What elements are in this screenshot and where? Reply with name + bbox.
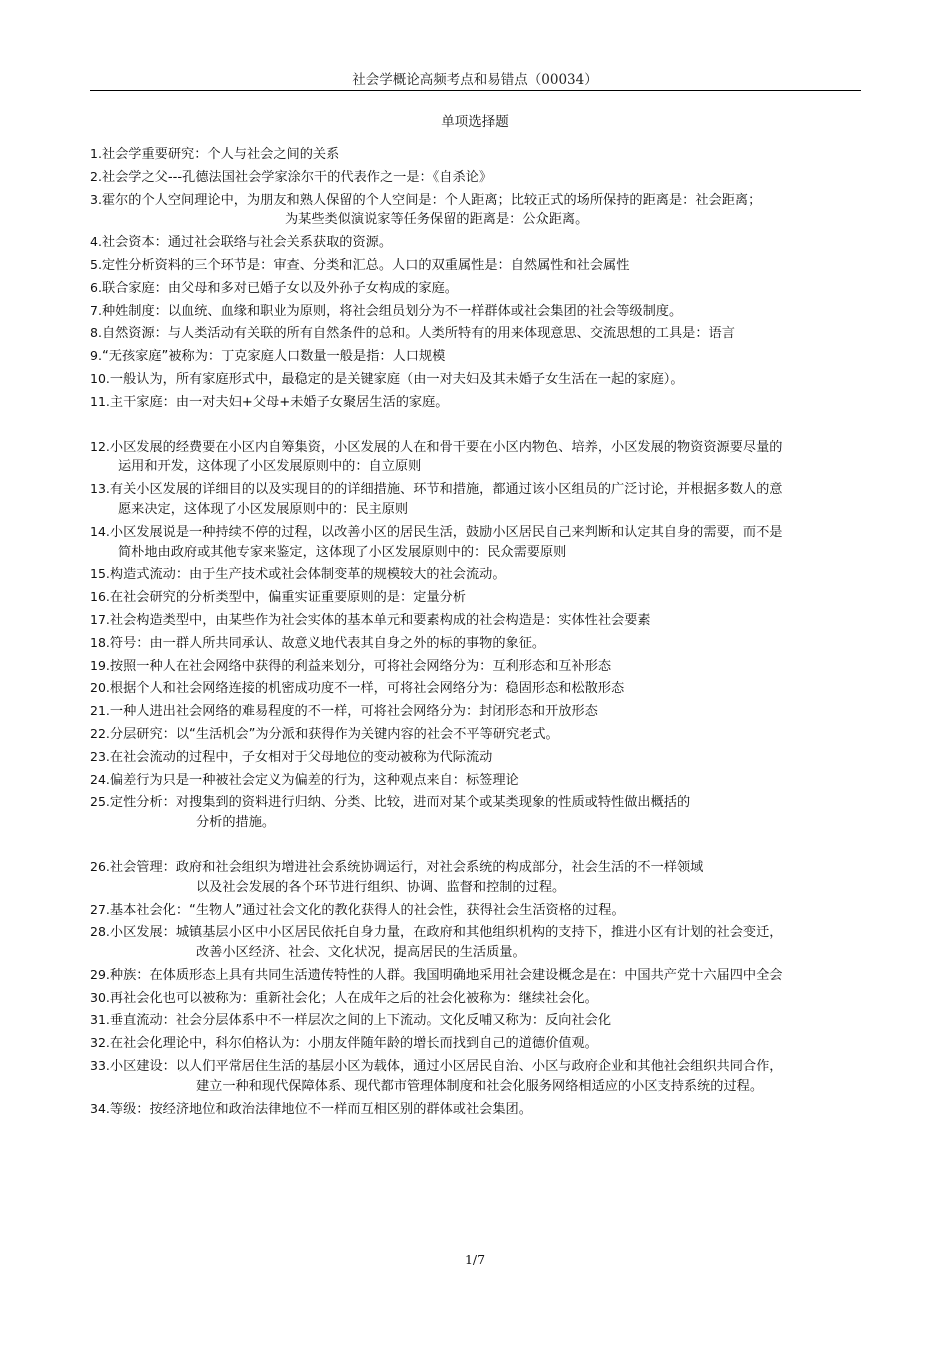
list-item	[90, 370, 930, 390]
item-text: 主干家庭：由一对夫妇+父母+未婚子女聚居生活的家庭。	[109, 394, 449, 410]
list-item	[90, 523, 930, 563]
item-number: 30.	[90, 989, 110, 1005]
list-item	[90, 1011, 930, 1031]
item-text: “无孩家庭”被称为：丁克家庭人口数量一般是指：人口规模	[101, 349, 446, 365]
question-list	[90, 145, 930, 1122]
list-item	[90, 611, 930, 631]
list-item	[90, 438, 930, 478]
paragraph-gap	[90, 416, 930, 438]
item-number: 3.	[90, 191, 102, 207]
list-item	[90, 324, 930, 344]
item-number: 31.	[90, 1012, 110, 1028]
item-text: 基本社会化：“生物人”通过社会文化的教化获得人的社会性，获得社会生活资格的过程。	[109, 902, 625, 918]
item-number: 25.	[90, 794, 110, 810]
list-item	[90, 393, 930, 413]
list-item	[90, 1034, 930, 1054]
item-number: 33.	[90, 1058, 110, 1074]
item-number: 2.	[90, 168, 102, 184]
item-number: 7.	[90, 302, 102, 318]
item-number: 5.	[90, 256, 102, 272]
page-header-title: 社会学概论高频考点和易错点（00034）	[352, 72, 598, 88]
item-number: 9.	[90, 348, 102, 364]
item-continuation: 改善小区经济、社会、文化状况，提高居民的生活质量。	[196, 945, 526, 961]
item-continuation: 运用和开发，这体现了小区发展原则中的：自立原则	[118, 459, 422, 475]
list-item	[90, 923, 930, 963]
item-number: 21.	[90, 703, 110, 719]
item-number: 6.	[90, 279, 102, 295]
list-item	[90, 302, 930, 322]
item-number: 13.	[90, 481, 110, 497]
item-text: 定性分析资料的三个环节是：审查、分类和汇总。人口的双重属性是：自然属性和社会属性	[101, 257, 630, 273]
list-item	[90, 858, 930, 898]
item-text: 有关小区发展的详细目的以及实现目的的详细措施、环节和措施，都通过该小区组员的广泛讨论，并根据多数人的意	[109, 482, 783, 498]
item-number: 15.	[90, 566, 110, 582]
item-text: 小区建设：以人们平常居住生活的基层小区为载体，通过小区居民自治、小区与政府企业和其他社会组织共同合作，	[109, 1059, 783, 1075]
item-number: 34.	[90, 1100, 110, 1116]
header-rule	[90, 90, 861, 91]
item-number: 14.	[90, 523, 110, 539]
list-item	[90, 565, 930, 585]
list-item	[90, 634, 930, 654]
item-text: 自然资源：与人类活动有关联的所有自然条件的总和。人类所特有的用来体现意思、交流思想的工具是：语言	[101, 326, 735, 342]
item-number: 17.	[90, 611, 110, 627]
item-number: 32.	[90, 1035, 110, 1051]
list-item	[90, 771, 930, 791]
item-number: 29.	[90, 966, 110, 982]
item-number: 12.	[90, 438, 110, 454]
item-number: 1.	[90, 146, 102, 161]
item-number: 22.	[90, 725, 110, 741]
item-number: 28.	[90, 924, 110, 940]
item-text: 社会资本：通过社会联络与社会关系获取的资源。	[101, 235, 393, 251]
item-number: 27.	[90, 901, 110, 917]
item-continuation: 愿来决定，这体现了小区发展原则中的：民主原则	[118, 501, 409, 517]
list-item	[90, 1100, 930, 1120]
item-text: 在社会研究的分析类型中，偏重实证重要原则的是：定量分析	[109, 590, 466, 606]
item-number: 26.	[90, 858, 110, 874]
item-number: 10.	[90, 370, 110, 386]
list-item	[90, 748, 930, 768]
list-item	[90, 233, 930, 253]
paragraph-gap	[90, 836, 930, 858]
item-text: 按照一种人在社会网络中获得的利益来划分，可将社会网络分为：互利形态和互补形态	[109, 658, 612, 674]
item-number: 20.	[90, 680, 110, 696]
item-continuation: 简朴地由政府或其他专家来鉴定，这体现了小区发展原则中的：民众需要原则	[118, 544, 567, 560]
item-text: 等级：按经济地位和政治法律地位不一样而互相区别的群体或社会集团。	[109, 1101, 532, 1117]
item-text: 在社会化理论中，科尔伯格认为：小朋友伴随年龄的增长而找到自己的道德价值观。	[109, 1036, 598, 1052]
item-continuation: 建立一种和现代保障体系、现代都市管理体制度和社会化服务网络相适应的小区支持系统的过程。	[196, 1078, 764, 1094]
list-item	[90, 480, 930, 520]
item-text: 根据个人和社会网络连接的机密成功度不一样，可将社会网络分为：稳固形态和松散形态	[109, 681, 625, 697]
list-item	[90, 901, 930, 921]
item-continuation: 为某些类似演说家等任务保留的距离是：公众距离。	[285, 212, 589, 228]
item-text: 一种人进出社会网络的难易程度的不一样，可将社会网络分为：封闭形态和开放形态	[109, 704, 598, 720]
item-text: 霍尔的个人空间理论中，为朋友和熟人保留的个人空间是：个人距离；比较正式的场所保持的距离是：社会距离；	[101, 192, 762, 208]
item-text: 小区发展：城镇基层小区中小区居民依托自身力量，在政府和其他组织机构的支持下，推进小区有计划的社会变迁，	[109, 925, 783, 941]
item-text: 定性分析：对搜集到的资料进行归纳、分类、比较，进而对某个或某类现象的性质或特性做出概括的	[109, 795, 691, 811]
list-item	[90, 145, 930, 165]
item-text: 分层研究：以“生活机会”为分派和获得作为关键内容的社会不平等研究老式。	[109, 726, 559, 742]
item-continuation: 分析的措施。	[196, 815, 276, 831]
item-text: 小区发展说是一种持续不停的过程，以改善小区的居民生活，鼓励小区居民自己来判断和认定其自身的需要，而不是	[109, 524, 783, 540]
item-text: 小区发展的经费要在小区内自筹集资，小区发展的人在和骨干要在小区内物色、培养，小区发展的物资资源要尽量的	[109, 439, 783, 455]
list-item	[90, 679, 930, 699]
list-item	[90, 989, 930, 1009]
item-text: 社会学重要研究：个人与社会之间的关系	[101, 147, 340, 162]
item-text: 联合家庭：由父母和多对已婚子女以及外孙子女构成的家庭。	[101, 280, 458, 296]
list-item	[90, 256, 930, 276]
item-text: 社会管理：政府和社会组织为增进社会系统协调运行，对社会系统的构成部分，社会生活的不一样领域	[109, 859, 704, 875]
item-text: 种姓制度：以血统、血缘和职业为原则，将社会组员划分为不一样群体或社会集团的社会等级制度。	[101, 303, 683, 319]
item-text: 垂直流动：社会分层体系中不一样层次之间的上下流动。文化反哺又称为：反向社会化	[109, 1013, 612, 1029]
item-number: 19.	[90, 657, 110, 673]
list-item	[90, 347, 930, 367]
list-item	[90, 966, 930, 986]
list-item	[90, 793, 930, 833]
item-text: 社会学之父---孔德法国社会学家涂尔干的代表作之一是：《自杀论》	[101, 169, 493, 185]
item-number: 24.	[90, 771, 110, 787]
page-number: 1/7	[464, 1252, 486, 1267]
list-item	[90, 657, 930, 677]
list-item	[90, 191, 930, 231]
item-number: 18.	[90, 634, 110, 650]
list-item	[90, 588, 930, 608]
list-item	[90, 279, 930, 299]
list-item	[90, 725, 930, 745]
item-text: 偏差行为只是一种被社会定义为偏差的行为，这种观点来自：标签理论	[109, 772, 519, 788]
item-text: 社会构造类型中，由某些作为社会实体的基本单元和要素构成的社会构造是：实体性社会要素	[109, 612, 651, 628]
item-text: 构造式流动：由于生产技术或社会体制变革的规模较大的社会流动。	[109, 567, 506, 583]
item-text: 在社会流动的过程中，子女相对于父母地位的变动被称为代际流动	[109, 749, 493, 765]
list-item	[90, 702, 930, 722]
item-text: 再社会化也可以被称为：重新社会化；人在成年之后的社会化被称为：继续社会化。	[109, 990, 598, 1006]
item-number: 23.	[90, 748, 110, 764]
list-item	[90, 168, 930, 188]
item-number: 4.	[90, 234, 102, 250]
section-title: 单项选择题	[441, 114, 509, 130]
item-number: 16.	[90, 589, 110, 605]
item-text: 一般认为，所有家庭形式中，最稳定的是关键家庭（由一对夫妇及其未婚子女生活在一起的家庭）。	[109, 371, 684, 387]
item-number: 11.	[90, 393, 110, 409]
list-item	[90, 1057, 930, 1097]
item-text: 符号：由一群人所共同承认、故意义地代表其自身之外的标的事物的象征。	[109, 635, 546, 651]
item-continuation: 以及社会发展的各个环节进行组织、协调、监督和控制的过程。	[196, 879, 566, 895]
item-text: 种族：在体质形态上具有共同生活遗传特性的人群。我国明确地采用社会建设概念是在：中国共产党十六届四中全会	[109, 967, 783, 983]
item-number: 8.	[90, 325, 102, 341]
